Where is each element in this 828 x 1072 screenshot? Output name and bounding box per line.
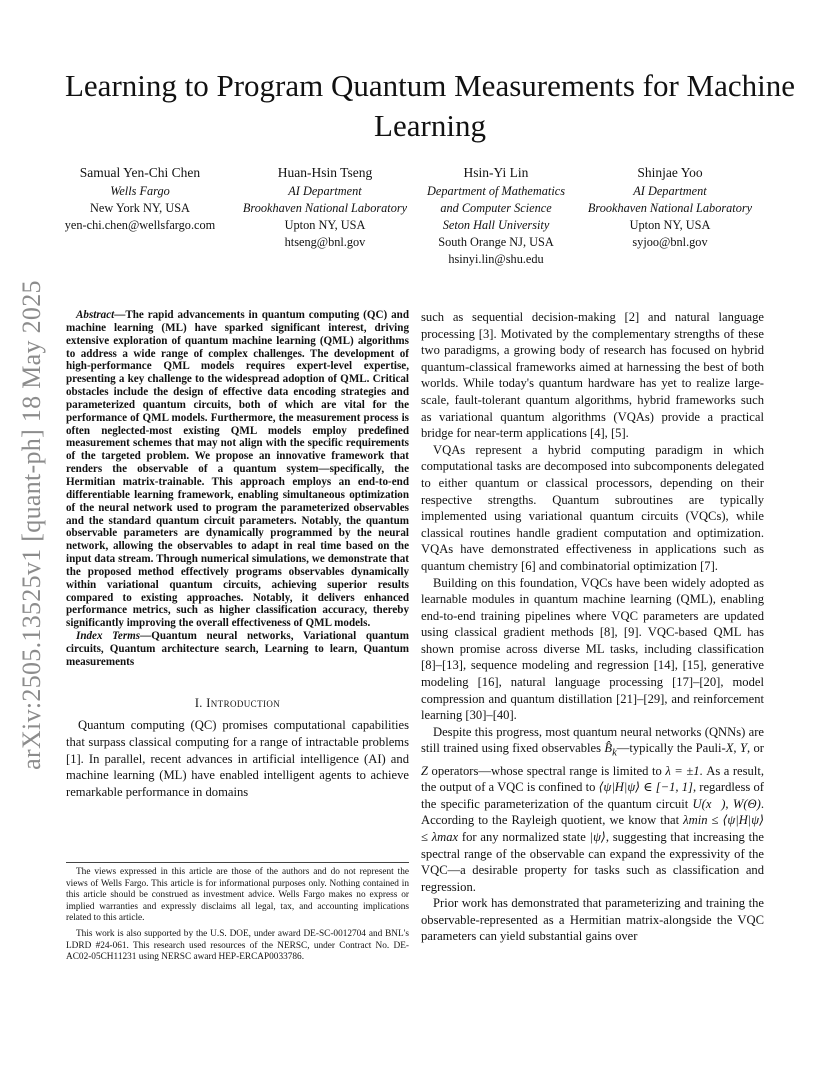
- section-heading-introduction: [66, 695, 409, 712]
- author-email: htseng@bnl.gov: [284, 235, 366, 249]
- abstract-text: —The rapid advancements in quantum computing (QC) and machine learning (ML) have sparked significant interest, driving extensive exploration of quantum machine learning (QML) algorithms to address a wide range of complex challenges. The development of high-performance QML models requires expert-level expertise, presenting a key challenge to the widespread adoption of QML. Critical obstacles include the design of effective data encoding strategies and parameterized quantum circuits, both of which are vital for the performance of QML models. Furthermore, the measurement process is often neglected-most existing QML models employ predefined measurement schemes that may not align with the specific requirements of the targeted problem. We propose an innovative framework that renders the observable of a quantum system—specifically, the Hermitian matrix-trainable. This approach employs an end-to-end differentiable learning framework, enabling simultaneous optimization of the neural network used to program the parameterized observables and the standard quantum circuit parameters. Notably, the quantum observable parameters are dynamically programmed by the neural network, allowing the observables to adapt in real time based on the input data stream. Through numerical simulations, we demonstrate that the proposed method effectively programs observables dynamically within variational quantum circuits, achieving superior results compared to existing approaches. Notably, it delivers enhanced performance metrics, such as higher classification accuracy, thereby significantly improving the overall effectiveness of QML models.: [66, 309, 409, 630]
- left-column: [66, 309, 409, 801]
- abstract-lead: Abstract: [76, 309, 115, 321]
- footnote-disclaimer: The views expressed in this article are those of the authors and do not represent the views of Wells Fargo. This article is for informational purposes only. Nothing contained in this article should be construed as investment advice. Wells Fargo makes no express or implied warranties and expressly disclaims all legal, tax, and accounting implications related to this article.: [66, 867, 409, 924]
- math-pauli-y: Y: [739, 741, 747, 756]
- author-email: yen-chi.chen@wellsfargo.com: [64, 218, 216, 232]
- author-affiliation: and Computer Science: [440, 201, 552, 215]
- intro-paragraph-vqa: VQAs represent a hybrid computing paradigm in which computational tasks are decomposed into subcomponents delegated to either quantum or classical processors, depending on their respective strengths. Quantum subroutines are typically implemented using variational quantum circuits (VQCs), while classical routines handle gradient computation and optimization. VQAs have demonstrated effectiveness in applications such as quantum chemistry [6] and combinatorial optimization [7].: [421, 442, 764, 573]
- math-rayleigh-bound: λmin ≤ ⟨ψ|H|ψ⟩ ≤ λmax: [421, 813, 764, 844]
- math-spectral-range: λ = ±1: [665, 763, 700, 778]
- math-pauli-x: X: [725, 741, 734, 756]
- author-affiliation: Wells Fargo: [110, 184, 170, 198]
- section-title: Introduction: [206, 695, 281, 710]
- author-email: hsinyi.lin@shu.edu: [448, 252, 544, 266]
- math-symbol: B̂: [604, 741, 613, 756]
- text-run: , suggesting that increasing the spectral range of the observable can expand the expressivity of the VQC—a desirable property for tasks such as classification and regression.: [421, 829, 765, 894]
- intro-paragraph-prior-work: Prior work has demonstrated that parameterizing and training the observable-represented as a Hermitian matrix-alongside the VQC parameters can yield substantial gains over: [421, 896, 764, 944]
- footnote-funding: This work is also supported by the U.S. DOE, under award DE-SC-0012704 and BNL's LDRD #24-061. This research used resources of the NERSC, under Contract No. DE-AC02-05CH11231 using NERSC award HEP-ERCAP0033786.: [66, 928, 409, 963]
- text-run: , or: [746, 741, 764, 756]
- author-affiliation: Department of Mathematics: [427, 184, 565, 198]
- author-affiliation: AI Department: [633, 184, 707, 198]
- text-run: , regardless of the specific parameterization of the quantum circuit: [421, 780, 764, 811]
- author-affiliation: AI Department: [288, 184, 362, 198]
- math-state: |ψ⟩: [589, 829, 606, 844]
- author-affiliation: Brookhaven National Laboratory: [242, 201, 408, 215]
- author-1: [60, 163, 220, 234]
- author-affiliation: Seton Hall University: [442, 218, 550, 232]
- author-name: Samual Yen-Chi Chen: [79, 165, 201, 180]
- author-location: Upton NY, USA: [284, 218, 366, 232]
- index-terms: [66, 630, 409, 669]
- text-run: operators—whose spectral range is limited to: [428, 763, 666, 778]
- abstract: [66, 309, 409, 630]
- author-block: [60, 163, 800, 273]
- author-email: syjoo@bnl.gov: [632, 235, 708, 249]
- author-name: Hsin-Yi Lin: [463, 165, 529, 180]
- author-affiliation: Brookhaven National Laboratory: [587, 201, 753, 215]
- author-4: [575, 163, 765, 251]
- author-location: New York NY, USA: [90, 201, 190, 215]
- text-run: ,: [733, 741, 740, 756]
- math-observable: [604, 741, 617, 759]
- text-run: . According to the Rayleigh quotient, we know that: [421, 796, 764, 828]
- author-name: Huan-Hsin Tseng: [277, 165, 373, 180]
- author-2: [230, 163, 420, 251]
- intro-paragraph-1: Quantum computing (QC) promises computational capabilities that surpass classical computing for a range of intractable problems [1]. In parallel, recent advances in artificial intelligence (AI) and machine learning (ML) have enabled intelligent agents to achieve remarkable performance in domains: [66, 718, 409, 800]
- intro-paragraph-observables: [421, 724, 764, 895]
- paper-title: Learning to Program Quantum Measurements for Machine Learning: [64, 68, 795, 143]
- intro-paragraph-continued: such as sequential decision-making [2] and natural language processing [3]. Motivated by the complementary strengths of these two paradigms, a growing body of research has focused on hybrid quantum-classical frameworks aimed at harnessing the best of both worlds. While today's quantum hardware has yet to realize large-scale, fault-tolerant quantum algorithms, hybrid frameworks such as variational quantum algorithms (VQAs) provide a practical bridge for near-term applications [4], [5].: [421, 310, 764, 441]
- math-subscript: k: [612, 747, 617, 759]
- text-run: . As a result, the output of a VQC is confined to: [421, 763, 764, 795]
- text-run: for any normalized state: [458, 829, 590, 844]
- text-run: Despite this progress, most quantum neural networks (QNNs) are still trained using fixed observables: [421, 724, 764, 756]
- math-circuit: U(x⃗), W(Θ): [692, 796, 761, 811]
- index-terms-lead: Index Terms: [76, 630, 141, 643]
- section-number: I.: [194, 695, 203, 710]
- author-location: Upton NY, USA: [629, 218, 711, 232]
- author-3: [416, 163, 576, 268]
- arxiv-identifier-stamp: [14, 265, 50, 785]
- math-pauli-z: Z: [421, 763, 429, 778]
- author-location: South Orange NJ, USA: [438, 235, 554, 249]
- footnotes: [66, 862, 409, 964]
- intro-paragraph-vqc: Building on this foundation, VQCs have been widely adopted as learnable modules in quantum machine learning (QML), enabling end-to-end training pipelines where VQC parameters are updated using classical gradient methods [8], [9]. VQC-based QML has shown promise across diverse ML tasks, including classification [8]–[13], sequence modeling and regression [14], [15], generative modeling [16], natural language processing [17]–[20], model compression and quantum distillation [21]–[29], and reinforcement learning [30]–[40].: [421, 575, 764, 723]
- author-name: Shinjae Yoo: [637, 165, 703, 180]
- arxiv-identifier-text: arXiv:2505.13525v1 [quant-ph] 18 May 2025: [17, 280, 46, 770]
- math-expectation: ⟨ψ|H|ψ⟩ ∈ [−1, 1]: [598, 780, 693, 795]
- index-terms-text: —Quantum neural networks, Variational quantum circuits, Quantum architecture search, Learning to learn, Quantum measurements: [66, 630, 409, 668]
- text-run: —typically the Pauli-: [616, 741, 726, 756]
- right-column: [421, 309, 764, 945]
